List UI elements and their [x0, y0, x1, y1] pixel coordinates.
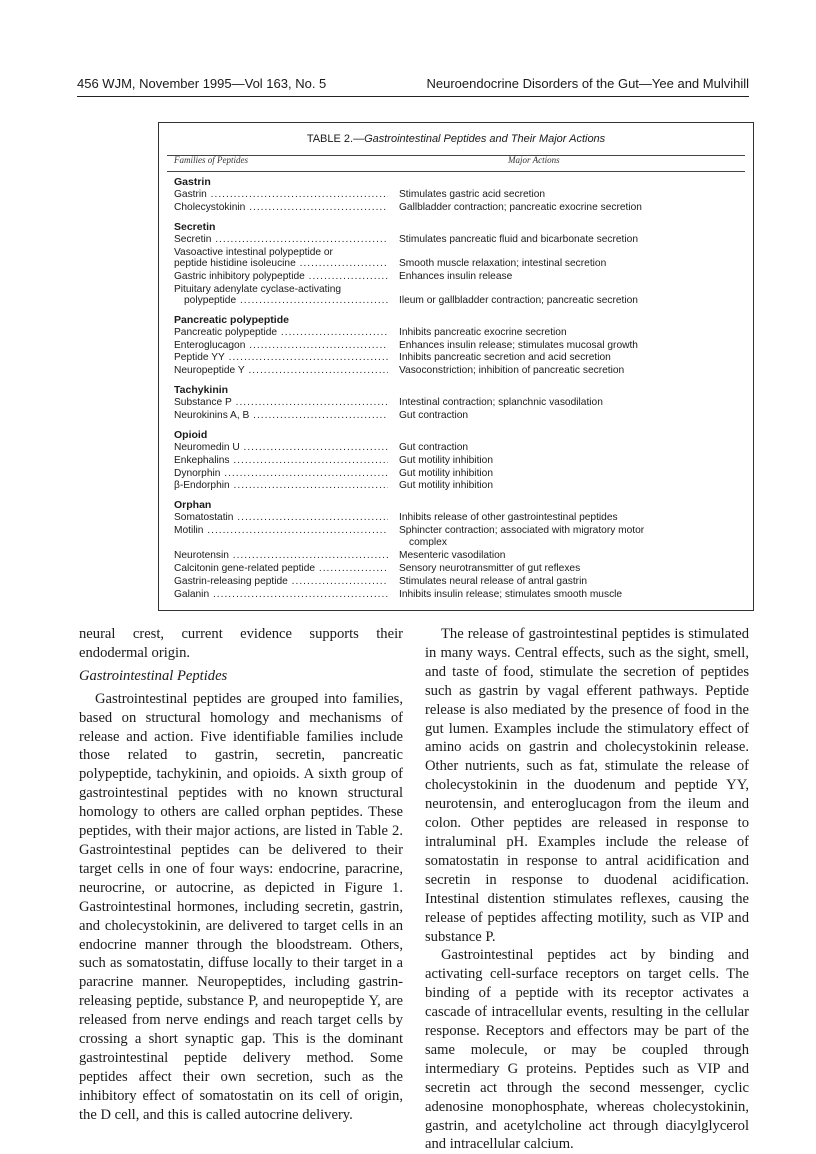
paragraph: Gastrointestinal peptides are grouped into families, based on structural homology and mechanisms of release and action. Five identifiable families include those related to gastrin, secretin, pancreatic polypeptide, tachykinin, and opioids. A sixth group of gastrointestinal peptides with no known structural homology to others are called orphan peptides. These peptides, with their major actions, are listed in Table 2. Gastrointestinal peptides can be delivered to their target cells in one of four ways: endocrine, paracrine, neurocrine, or autocrine, as depicted in Figure 1. Gastrointestinal hormones, including secretin, gastrin, and cholecystokinin, are delivered to target cells in an endocrine manner through the bloodstream. Others, such as somatostatin, diffuse locally to their target in a paracrine manner. Neuropeptides, including gastrin-releasing peptide, substance P, and neuropeptide Y, are released from nerve endings and reach target cells by crossing a short synaptic gap. This is the dominant gastrointestinal peptide delivery method. Some peptides affect their own secretion, such as the inhibitory effect of somatostatin on its cell of origin, the D cell, and this is called autocrine delivery. — [79, 690, 403, 1123]
peptide-action: Gut motility inhibition — [399, 480, 493, 491]
peptide-name: Gastrin-releasing peptide ..... — [174, 576, 388, 589]
section-tachykinin: Tachykinin — [174, 384, 229, 396]
peptide-name: Secretin ..... — [174, 234, 388, 247]
peptide-name: Dynorphin ..... — [174, 468, 388, 481]
peptide-name: Cholecystokinin ..... — [174, 202, 388, 215]
peptide-action: Gallbladder contraction; pancreatic exocrine secretion — [399, 202, 642, 213]
peptide-action: Inhibits release of other gastrointestinal peptides — [399, 512, 618, 523]
peptide-name: polypeptide ..... — [174, 295, 388, 308]
paragraph: neural crest, current evidence supports their endodermal origin. — [79, 626, 403, 661]
peptide-name-line1: Vasoactive intestinal polypeptide or — [174, 247, 333, 258]
col-header-families: Families of Peptides — [174, 155, 248, 165]
right-column — [425, 625, 749, 1154]
peptide-name: Gastrin ..... — [174, 189, 388, 202]
peptide-action: Mesenteric vasodilation — [399, 550, 506, 561]
peptide-action: Inhibits pancreatic secretion and acid secretion — [399, 352, 611, 363]
running-header — [77, 76, 749, 97]
paragraph: Gastrointestinal peptides act by binding and activating cell-surface receptors on target cells. The binding of a peptide with its receptor activates a cascade of intracellular events, resulting in the cellular response. Receptors and effectors may be part of the same molecule, or may be coupled through intermediary G proteins. Peptides such as VIP and secretin act through the second messenger, cyclic adenosine monophosphate, whereas cholecystokinin, gastrin, and acetylcholine act through diacylglycerol and intracellular calcium. — [425, 947, 749, 1153]
peptide-action: Sensory neurotransmitter of gut reflexes — [399, 563, 581, 574]
peptide-name: Somatostatin ..... — [174, 512, 388, 525]
peptide-action: Gut motility inhibition — [399, 455, 493, 466]
section-orphan: Orphan — [174, 499, 212, 511]
peptide-name: Galanin ..... — [174, 589, 388, 602]
section-heading: Gastrointestinal Peptides — [79, 667, 228, 684]
peptide-action: Gut motility inhibition — [399, 468, 493, 479]
peptide-action-continued: complex — [409, 537, 447, 548]
section-opioid: Opioid — [174, 429, 208, 441]
peptide-name: Neuropeptide Y ..... — [174, 365, 388, 378]
peptide-action: Sphincter contraction; associated with migratory motor — [399, 525, 645, 536]
table-title-prefix: TABLE 2.— — [306, 133, 365, 145]
left-column — [79, 625, 403, 1125]
peptide-name: Enkephalins ..... — [174, 455, 388, 468]
peptide-action: Stimulates neural release of antral gastrin — [399, 576, 588, 587]
peptide-name: Peptide YY ..... — [174, 352, 388, 365]
peptide-action: Gut contraction — [399, 442, 469, 453]
peptide-action: Ileum or gallbladder contraction; pancreatic secretion — [399, 295, 638, 306]
header-article-title: Neuroendocrine Disorders of the Gut—Yee and Mulvihill — [426, 76, 749, 91]
peptide-action: Vasoconstriction; inhibition of pancreatic secretion — [399, 365, 625, 376]
peptide-name: Neurokinins A, B ..... — [174, 410, 388, 423]
peptide-name: β-Endorphin ..... — [174, 480, 388, 493]
peptide-name: peptide histidine isoleucine ..... — [174, 258, 388, 271]
table-rule — [167, 171, 745, 172]
table-title — [159, 133, 753, 145]
peptide-action: Inhibits pancreatic exocrine secretion — [399, 327, 567, 338]
peptide-name: Enteroglucagon ..... — [174, 340, 388, 353]
section-secretin: Secretin — [174, 221, 216, 233]
col-header-actions: Major Actions — [508, 155, 560, 165]
peptide-action: Inhibits insulin release; stimulates smooth muscle — [399, 589, 623, 600]
peptide-name: Pancreatic polypeptide ..... — [174, 327, 388, 340]
paragraph: The release of gastrointestinal peptides is stimulated in many ways. Central effects, such as the sight, smell, and taste of food, stimulate the secretion of peptides such as gastrin by vagal efferent pathways. Peptide release is also mediated by the presence of food in the gut lumen. Examples include the stimulatory effect of amino acids on gastrin and cholecystokinin release. Other nutrients, such as fat, stimulate the release of cholecystokinin in the duodenum and peptide YY, neurotensin, and enteroglucagon from the ileum and colon. Other peptides are released in response to intraluminal pH. Examples include the release of somatostatin in response to antral acidification and secretin in response to duodenal acidification. Intestinal distention stimulates reflexes, causing the release of peptides affecting motility, such as VIP and substance P. — [425, 626, 749, 945]
peptide-action: Enhances insulin release — [399, 271, 513, 282]
peptide-action: Gut contraction — [399, 410, 469, 421]
peptide-action: Stimulates gastric acid secretion — [399, 189, 546, 200]
table-rule — [167, 155, 745, 156]
peptide-name: Neuromedin U ..... — [174, 442, 388, 455]
table-title-text: Gastrointestinal Peptides and Their Major Actions — [364, 133, 606, 145]
peptide-action: Intestinal contraction; splanchnic vasodilation — [399, 397, 603, 408]
peptide-name: Neurotensin ..... — [174, 550, 388, 563]
peptide-action: Stimulates pancreatic fluid and bicarbonate secretion — [399, 234, 638, 245]
peptide-action: Enhances insulin release; stimulates mucosal growth — [399, 340, 638, 351]
section-gastrin: Gastrin — [174, 176, 211, 188]
peptide-action: Smooth muscle relaxation; intestinal secretion — [399, 258, 607, 269]
peptide-name: Gastric inhibitory polypeptide ..... — [174, 271, 388, 284]
peptide-name: Substance P ..... — [174, 397, 388, 410]
section-pancreatic-polypeptide: Pancreatic polypeptide — [174, 314, 289, 326]
peptide-name: Calcitonin gene-related peptide ..... — [174, 563, 388, 576]
header-journal-info: 456 WJM, November 1995—Vol 163, No. 5 — [77, 76, 327, 91]
peptide-name-line1: Pituitary adenylate cyclase-activating — [174, 284, 342, 295]
peptide-name: Motilin ..... — [174, 525, 388, 538]
